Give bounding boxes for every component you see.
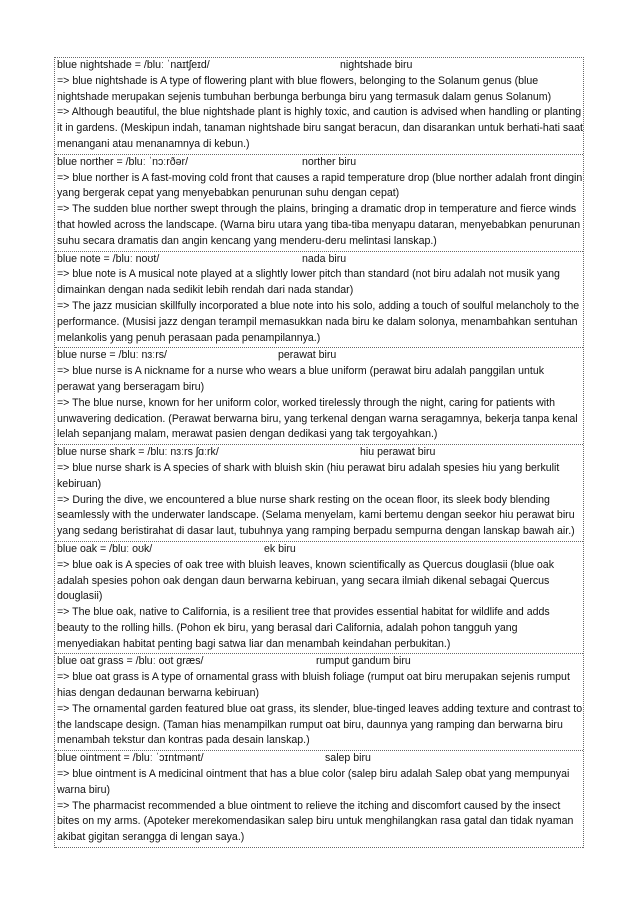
entry-term: blue oak = /bluː oʊk/ xyxy=(57,542,153,555)
entry-definition: => blue oat grass is A type of ornamental grass with bluish foliage (rumput oat biru merupakan sejenis rumput hias dengan dedaunan berwarna kebiruan) xyxy=(57,671,570,700)
entry-heading xyxy=(57,348,583,364)
entry-definition: => blue oak is A species of oak tree with bluish leaves, known scientifically as Quercus douglasii (blue oak adalah spesies pohon oak dengan daun berwarna kebiruan, yang secara ilmiah dikenal sebagai Quercus douglasii) xyxy=(57,558,555,603)
entry-definition: => blue note is A musical note played at a slightly lower pitch than standard (not biru adalah not musik yang dimainkan dengan nada sedikit lebih rendah dari nada standar) xyxy=(57,268,560,297)
entry-example: => Although beautiful, the blue nightshade plant is highly toxic, and caution is advised when handling or planting it in gardens. (Meskipun indah, tanaman nightshade biru sangat beracun, dan disarankan untuk berhati-hati saat menangani atau menanamnya di kebun.) xyxy=(57,106,583,150)
entry-term: blue nurse shark = /bluː nɜːrs ʃɑːrk/ xyxy=(57,446,219,459)
entry-term: blue norther = /bluː ˈnɔːrðər/ xyxy=(57,155,189,168)
entry-term: blue ointment = /bluː ˈɔɪntmənt/ xyxy=(57,752,204,765)
entry-heading xyxy=(57,252,583,268)
entry-example: => During the dive, we encountered a blue nurse shark resting on the ocean floor, its sleek body blending seamlessly with the underwater landscape. (Selama menyelam, kami bertemu dengan seekor hiu perawat biru yang sedang beristirahat di dasar laut, tubuhnya yang ramping berpadu sempurna dengan lanskap bawah air.) xyxy=(57,493,575,538)
entry-translation: perawat biru xyxy=(278,349,337,362)
entry-blue-oat-grass xyxy=(55,654,583,751)
entry-term: blue oat grass = /bluː oʊt ɡræs/ xyxy=(57,655,204,668)
entry-blue-oak xyxy=(55,542,583,655)
entry-blue-ointment xyxy=(55,751,583,848)
entry-translation: norther biru xyxy=(302,155,357,168)
entry-example: => The pharmacist recommended a blue ointment to relieve the itching and discomfort caused by the insect bites on my arms. (Apoteker merekomendasikan salep biru untuk menghilangkan rasa gatal dan tidak nyaman akibat gigitan serangga di lengan saya.) xyxy=(57,799,574,844)
entry-term: blue note = /bluː noʊt/ xyxy=(57,252,160,265)
entry-translation: salep biru xyxy=(325,752,371,765)
entry-heading xyxy=(57,542,583,558)
entry-translation: nightshade biru xyxy=(340,59,413,71)
entry-translation: rumput gandum biru xyxy=(316,655,411,668)
entry-definition: => blue nurse shark is A species of shark with bluish skin (hiu perawat biru adalah spesies hiu yang berkulit kebiruan) xyxy=(57,461,560,490)
entry-heading xyxy=(57,445,583,461)
entry-example: => The sudden blue norther swept through the plains, bringing a dramatic drop in temperature and fierce winds that howled across the landscape. (Warna biru utara yang tiba-tiba menyapu dataran, menyebabkan penurunan suhu secara dramatis dan angin kencang yang menderu-deru melintasi lanskap.) xyxy=(57,203,581,247)
vocabulary-list xyxy=(54,57,584,848)
entry-definition: => blue norther is A fast-moving cold front that causes a rapid temperature drop (blue norther adalah front dingin yang bergerak cepat yang menyebabkan penurunan suhu dengan cepat) xyxy=(57,171,583,200)
entry-example: => The blue nurse, known for her uniform color, worked tirelessly through the night, caring for patients with unwavering dedication. (Perawat berwarna biru, yang terkenal dengan warna seragamnya, bekerja tanpa kenal lelah sepanjang malam, merawat pasien dengan dedikasi yang tak tergoyahkan.) xyxy=(57,396,578,441)
entry-translation: ek biru xyxy=(264,542,296,555)
entry-example: => The jazz musician skillfully incorporated a blue note into his solo, adding a touch of soulful melancholy to the performance. (Musisi jazz dengan terampil memasukkan nada biru ke dalam solonya, menambahkan sentuhan melankolis yang penuh perasaan pada penampilannya.) xyxy=(57,299,580,344)
entry-blue-nightshade xyxy=(55,58,583,155)
entry-heading xyxy=(57,155,583,171)
entry-definition: => blue nurse is A nickname for a nurse who wears a blue uniform (perawat biru adalah panggilan untuk perawat yang berseragam biru) xyxy=(57,365,545,393)
entry-definition: => blue ointment is A medicinal ointment that has a blue color (salep biru adalah Salep obat yang mempunyai warna biru) xyxy=(57,768,570,796)
entry-heading xyxy=(57,654,583,670)
entry-blue-norther xyxy=(55,155,583,252)
entry-example: => The blue oak, native to California, is a resilient tree that provides essential habitat for wildlife and adds beauty to the rolling hills. (Pohon ek biru, yang berasal dari California, adalah pohon tangguh yang menyediakan habitat penting bagi satwa liar dan menambah keindahan perbukitan.) xyxy=(57,606,550,650)
entry-example: => The ornamental garden featured blue oat grass, its slender, blue-tinged leaves adding texture and contrast to the landscape design. (Taman hias menampilkan rumput oat biru, daunnya yang ramping dan berwarna biru menambah tekstur dan kontras pada desain lanskap.) xyxy=(57,702,583,747)
entry-blue-nurse xyxy=(55,348,583,445)
entry-term: blue nurse = /bluː nɜːrs/ xyxy=(57,349,167,362)
entry-definition: => blue nightshade is A type of flowering plant with blue flowers, belonging to the Solanum genus (blue nightshade merupakan sejenis tumbuhan berbunga berbunga biru yang termasuk dalam genus Solanum) xyxy=(57,74,552,103)
entry-heading xyxy=(57,58,583,74)
entry-term: blue nightshade = /bluː ˈnaɪtʃeɪd/ xyxy=(57,59,210,71)
entry-blue-nurse-shark xyxy=(55,445,583,542)
entry-heading xyxy=(57,751,583,767)
entry-translation: nada biru xyxy=(302,252,347,265)
entry-translation: hiu perawat biru xyxy=(360,446,436,459)
entry-blue-note xyxy=(55,252,583,349)
